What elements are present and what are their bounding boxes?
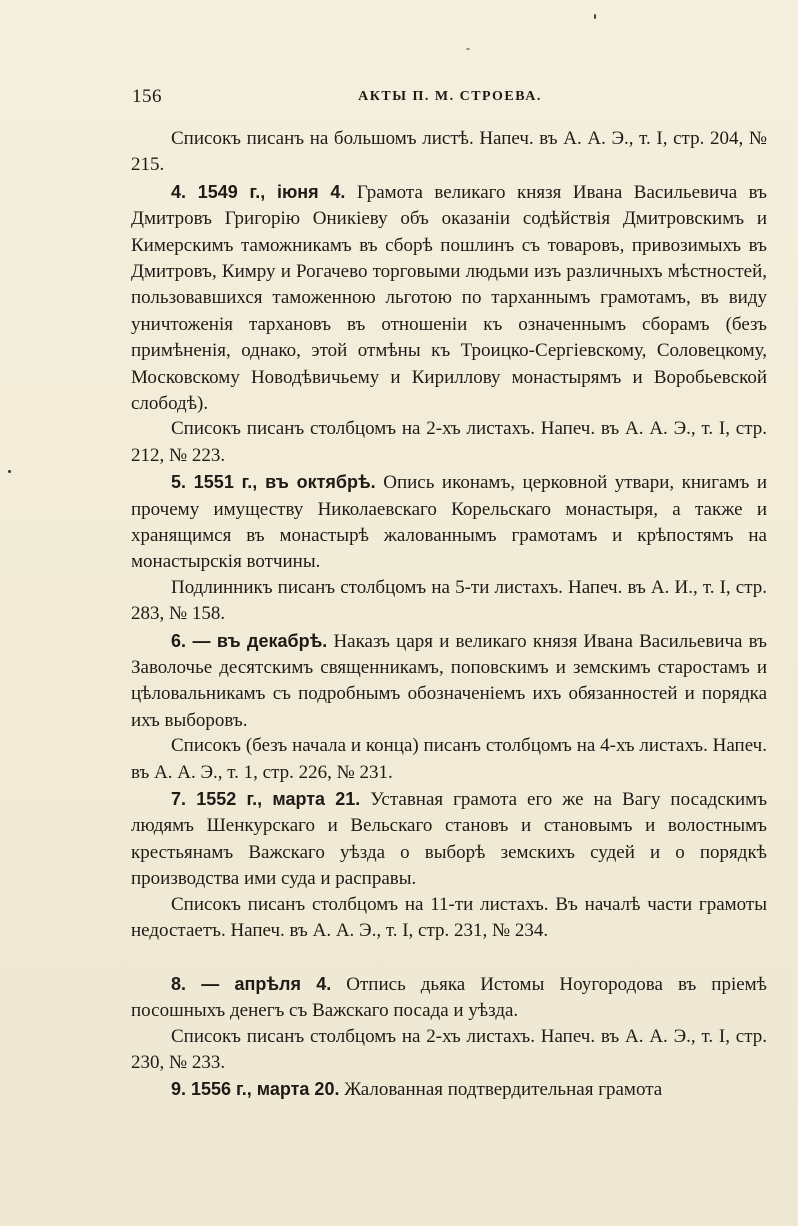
entry-text: Грамота великаго князя Ивана Васильевича въ Дмитровъ Григорію Оникіеву объ оказаніи содѣйствія Дмитровскимъ и Кимерскимъ таможникамъ въ сборѣ пошлинъ съ товаровъ, привозимыхъ въ Дмитровъ, Кимру и Рогачево торговыми людьми изъ различныхъ мѣстностей, пользовавшихся таможенною льготою по тарханнымъ грамотамъ, въ виду уничтоженія тархановъ въ отношеніи къ означеннымъ сборамъ (безъ примѣненія, однако, этой отмѣны къ Троицко-Сергіевскому, Соловецкому, Московскому Новодѣвичьему и Кириллову монастырямъ и Воробьевской слободѣ).: [131, 181, 768, 415]
paragraph-text: Списокъ писанъ столбцомъ на 2-хъ листахъ. Напеч. въ А. А. Э., т. I, стр. 212, № 223.: [131, 418, 767, 466]
entry-paragraph: [131, 1076, 767, 1102]
running-title: АКТЫ П. М. СТРОЕВА.: [358, 89, 542, 104]
note-paragraph: [131, 892, 767, 971]
entry-heading: 9. 1556 г., марта 20.: [171, 1079, 340, 1100]
note-paragraph: [131, 575, 767, 628]
paragraph-text: Подлинникъ писанъ столбцомъ на 5-ти листахъ. Напеч. въ А. И., т. I, стр. 283, № 158.: [131, 576, 767, 625]
paragraph-text: Списокъ писанъ столбцомъ на 11-ти листахъ. Въ началѣ части грамоты недостаетъ. Напеч. въ А. А. Э., т. I, стр. 231, № 234.: [131, 893, 767, 941]
paragraph-text: Списокъ писанъ на большомъ листѣ. Напеч. въ А. А. Э., т. I, стр. 204, № 215.: [131, 128, 767, 176]
entry-heading: 5. 1551 г., въ октябрѣ.: [171, 472, 376, 493]
entry-text: Уставная грамота его же на Вагу посадскимъ людямъ Шенкурскаго и Вельскаго становъ и становымъ и волостнымъ крестьянамъ Важскаго уѣзда о выборѣ земскихъ судей и о порядкѣ производства ими суда и расправы.: [131, 788, 768, 890]
paragraph-text: Списокъ писанъ столбцомъ на 2-хъ листахъ. Напеч. въ А. А. Э., т. I, стр. 230, № 233.: [131, 1025, 767, 1073]
page-number: 156: [132, 86, 162, 107]
entry-paragraph: [131, 786, 767, 892]
margin-speck: [8, 470, 11, 473]
paragraph-text: Списокъ (безъ начала и конца) писанъ столбцомъ на 4-хъ листахъ. Напеч. въ А. А. Э., т. 1, стр. 226, № 231.: [131, 735, 767, 783]
entry-text: Жалованная подтвердительная грамота: [344, 1079, 663, 1101]
note-paragraph: [131, 733, 767, 786]
note-paragraph: [131, 126, 767, 179]
entry-paragraph: [131, 469, 767, 575]
entry-heading: 4. 1549 г., іюня 4.: [171, 181, 346, 202]
entry-heading: 7. 1552 г., марта 21.: [171, 788, 361, 809]
margin-speck: [466, 48, 470, 50]
entry-heading: 8. — апрѣля 4.: [171, 973, 332, 994]
entry-paragraph: [131, 179, 767, 417]
margin-speck: [594, 14, 596, 19]
entry-text: Отпись дьяка Истомы Ноугородова въ пріемѣ посошныхъ денегъ съ Важскаго посада и уѣзда.: [131, 973, 767, 1022]
body-text: [131, 126, 767, 1103]
entry-paragraph: [131, 971, 767, 1024]
entry-text: Наказъ царя и великаго князя Ивана Васильевича въ Заволочье десятскимъ священникамъ, поповскимъ и земскимъ старостамъ и цѣловальникамъ съ подробнымъ обозначеніемъ ихъ обязанностей и порядка ихъ выборовъ.: [131, 630, 767, 731]
entry-paragraph: [131, 628, 767, 734]
note-paragraph: [131, 416, 767, 469]
entry-heading: 6. — въ декабрѣ.: [171, 630, 328, 651]
running-head: [132, 86, 768, 112]
entry-text: Опись иконамъ, церковной утвари, книгамъ и прочему имуществу Николаевскаго Корельскаго монастыря, а также и хранящимся въ монастырѣ жалованнымъ грамотамъ и крѣпостямъ на монастырскія вотчины.: [131, 472, 767, 573]
note-paragraph: [131, 1024, 767, 1077]
